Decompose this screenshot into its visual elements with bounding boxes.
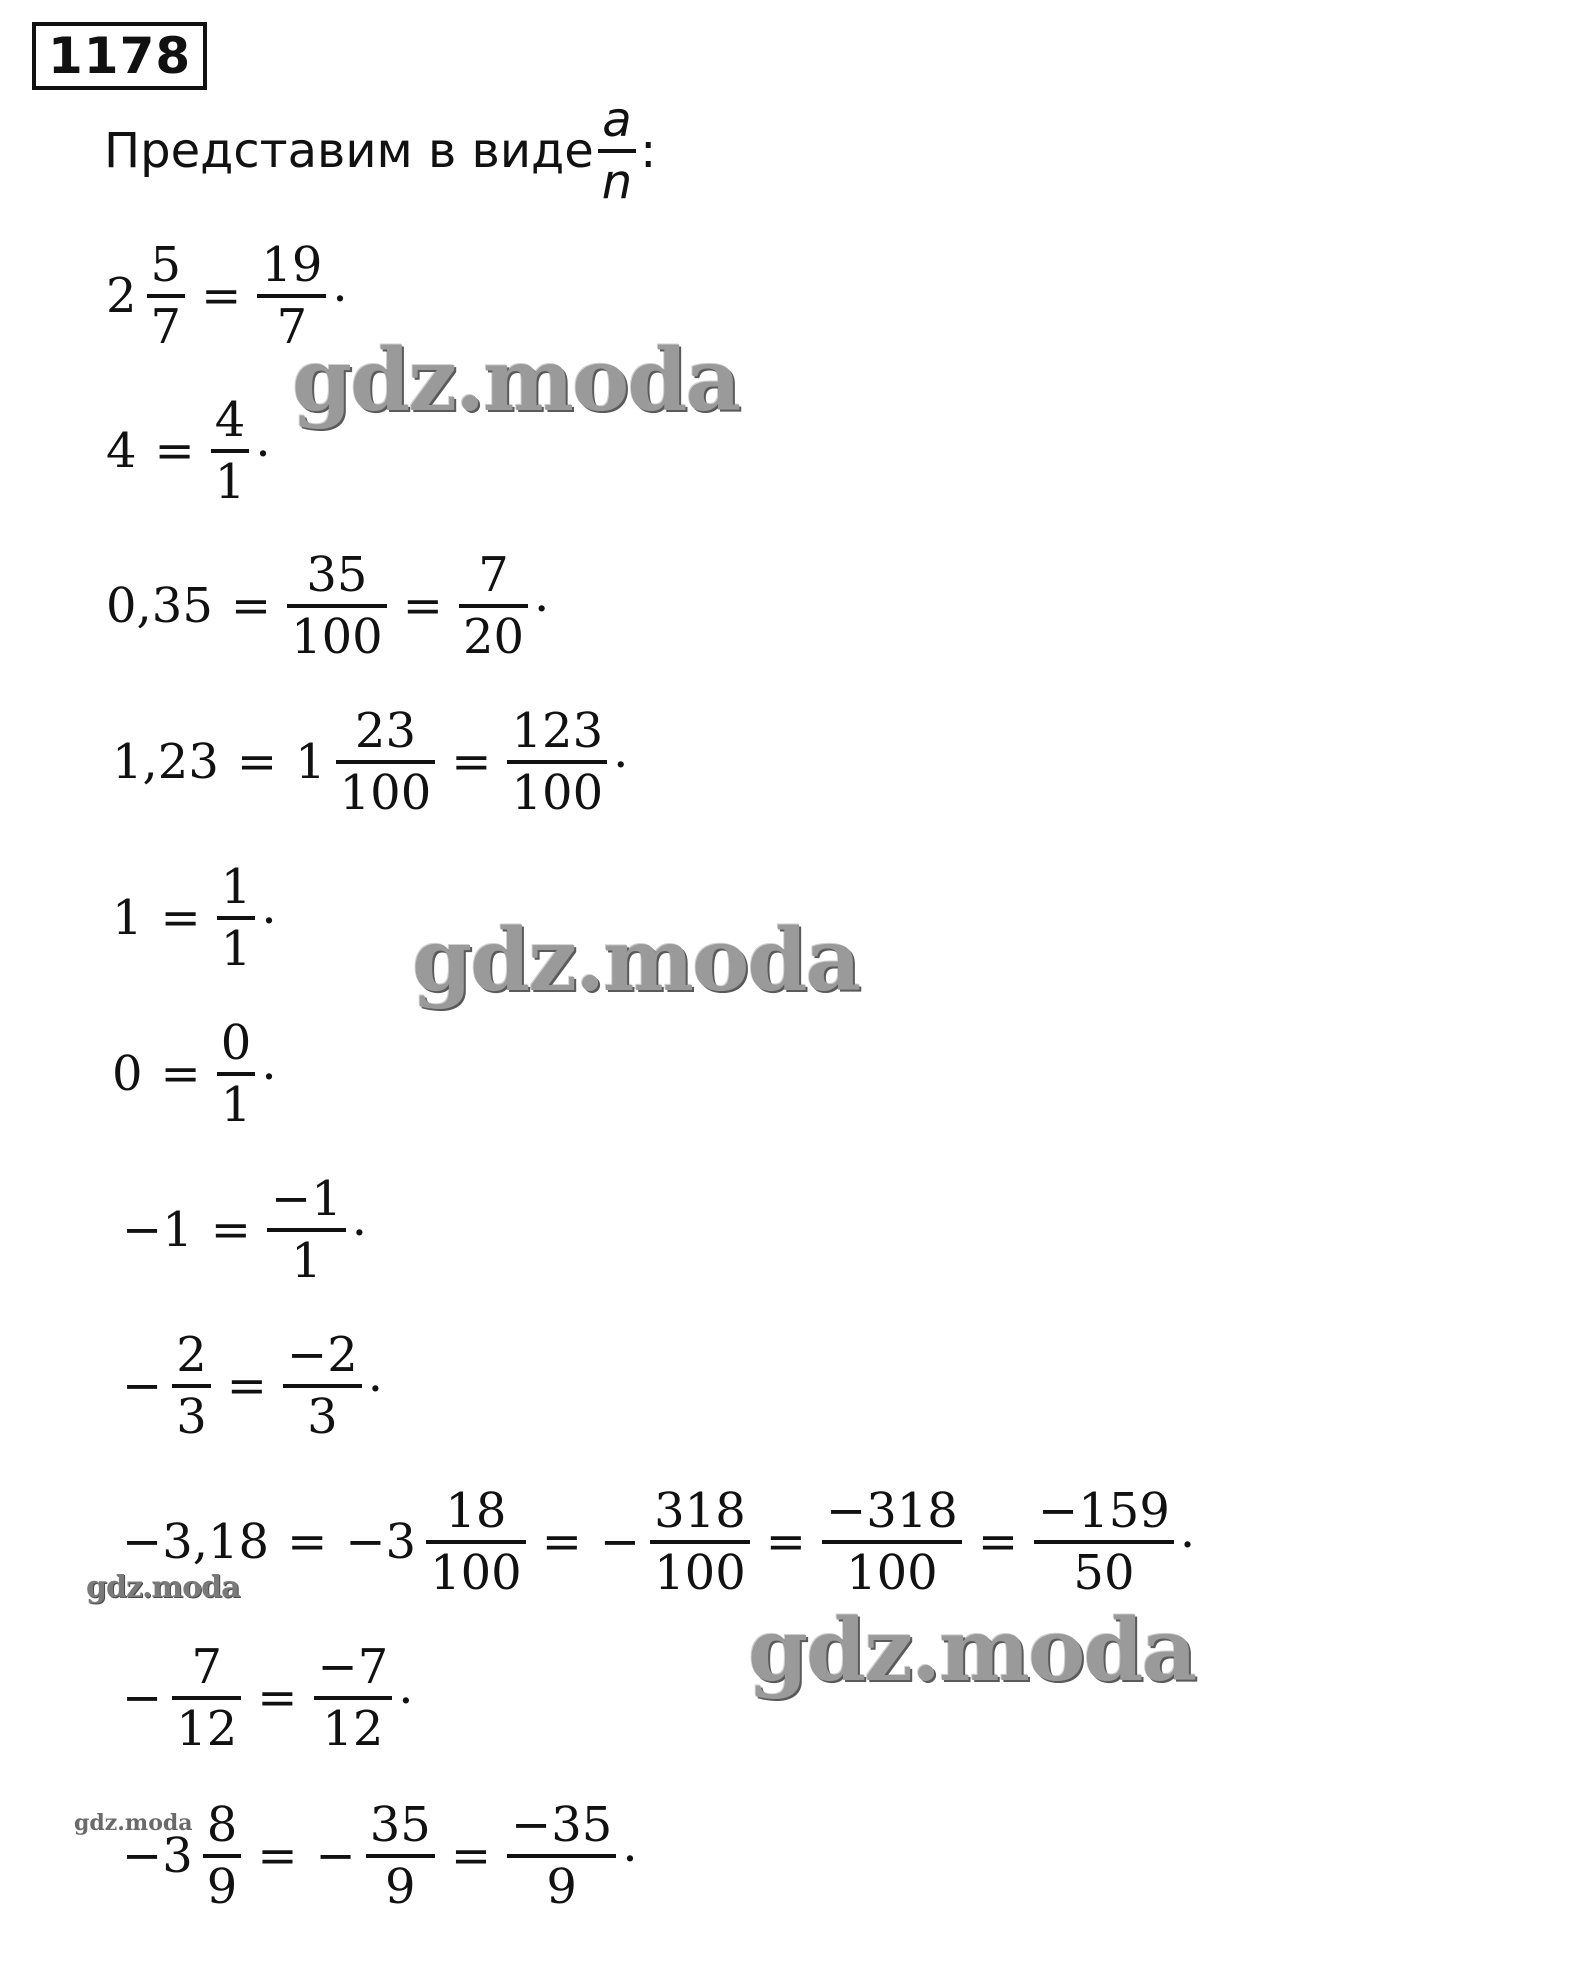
fraction-denominator: 100 [511,765,604,822]
fraction-bar [822,1540,962,1544]
fraction-numerator: −7 [317,1639,389,1695]
math-term: −3,18 [122,1514,270,1571]
fraction-denominator: 1 [220,921,252,978]
equals-sign: = [257,1670,298,1727]
period: . [1179,1502,1196,1559]
fraction-numerator: 123 [511,703,604,759]
fraction-bar [650,1540,750,1544]
fraction [314,1639,393,1758]
equation-9 [116,1483,1196,1602]
equals-sign: = [450,1828,492,1885]
fraction-bar [172,1696,241,1700]
period: . [534,566,550,623]
fraction-bar [217,1072,256,1076]
fraction [507,703,607,822]
equation-8 [116,1327,384,1446]
fraction-bar [217,916,256,920]
period: . [613,722,629,779]
fraction [267,1171,346,1290]
period: . [622,1816,638,1873]
equals-sign: = [977,1514,1019,1571]
fraction [172,1639,241,1758]
fraction [507,1797,616,1916]
fraction [287,547,387,666]
fraction-bar [257,294,326,298]
intro-line [104,86,656,216]
equals-sign: = [402,578,443,635]
equals-sign: = [541,1514,582,1571]
watermark: gdz.moda [292,330,740,431]
fraction-numerator: −318 [825,1483,958,1539]
fraction-denominator: 100 [291,609,383,666]
fraction-numerator: 7 [191,1639,223,1695]
fraction-denominator: 7 [276,299,308,356]
fraction-numerator: 1 [220,859,252,915]
fraction-denominator: 100 [339,765,432,822]
equals-sign: = [154,423,195,480]
equals-sign: = [226,1358,267,1415]
period: . [261,1034,277,1091]
equals-sign: = [257,1828,298,1885]
fraction [1034,1483,1174,1602]
math-term: 1 [295,734,326,791]
equation-3 [100,547,550,666]
fraction-numerator: 18 [445,1483,507,1539]
fraction-bar [366,1854,435,1858]
period: . [332,256,348,313]
equation-11 [116,1797,638,1916]
fraction-numerator: 318 [654,1483,746,1539]
fraction-bar [459,604,528,608]
math-term: 0 [112,1046,143,1103]
math-term: −3 [122,1828,193,1885]
fraction-bar [1034,1540,1174,1544]
fraction-bar [507,760,607,764]
watermark: gdz.moda [86,1570,240,1605]
fraction-numerator: 35 [369,1797,431,1853]
intro-text: Представим в виде [104,123,594,179]
fraction-numerator: 4 [214,392,246,448]
fraction-denominator: 1 [291,1233,322,1290]
equation-5 [106,859,277,978]
math-term: −3 [345,1514,417,1571]
math-term: − [122,1670,163,1727]
fraction-numerator: 5 [150,237,182,293]
equals-sign: = [451,734,492,791]
fraction-numerator: −1 [270,1171,342,1227]
fraction [217,1015,256,1134]
fraction-denominator: 100 [654,1545,746,1602]
watermark: gdz.moda [412,910,860,1011]
intro-fraction [598,91,636,210]
fraction-denominator: 3 [176,1389,207,1446]
fraction-numerator: −159 [1038,1483,1170,1539]
math-term: − [122,1358,163,1415]
fraction [336,703,436,822]
math-term: − [315,1828,356,1885]
fraction-denominator: 9 [385,1859,416,1916]
fraction [283,1327,362,1446]
fraction-bar [426,1540,526,1544]
period: . [398,1658,414,1715]
fraction-denominator: 1 [214,454,246,511]
fraction [203,1797,242,1916]
fraction [211,392,250,511]
fraction-numerator: 7 [478,547,509,603]
intro-fraction-numerator: a [602,91,632,148]
period: . [255,411,271,468]
period: . [261,878,277,935]
equation-2 [100,392,271,511]
intro-colon: : [640,123,657,179]
fraction [426,1483,526,1602]
fraction-bar [203,1854,242,1858]
equals-sign: = [765,1514,806,1571]
period: . [351,1190,368,1247]
math-term: 1 [112,890,143,947]
equation-10 [116,1639,414,1758]
intro-fraction-denominator: n [601,154,633,210]
fraction-bar [598,149,636,153]
equals-sign: = [230,578,272,635]
fraction-denominator: 100 [430,1545,522,1602]
math-term: −1 [122,1202,193,1259]
fraction-denominator: 7 [150,299,182,356]
fraction-denominator: 9 [206,1859,238,1916]
math-term: 2 [106,268,137,325]
fraction [650,1483,750,1602]
fraction-denominator: 50 [1073,1545,1135,1602]
fraction-denominator: 1 [220,1077,252,1134]
fraction-bar [314,1696,393,1700]
problem-number: 1178 [32,22,207,90]
fraction [366,1797,435,1916]
equals-sign: = [210,1202,251,1259]
fraction-denominator: 12 [176,1701,238,1758]
fraction-bar [267,1228,346,1232]
watermark: gdz.moda [74,1810,193,1836]
fraction-denominator: 20 [462,609,525,666]
fraction-bar [172,1384,211,1388]
fraction [147,237,186,356]
fraction-denominator: 9 [546,1859,577,1916]
fraction-numerator: 35 [306,547,368,603]
fraction [459,547,528,666]
period: . [367,1346,384,1403]
fraction-denominator: 12 [322,1701,384,1758]
fraction-bar [336,760,436,764]
equals-sign: = [160,890,201,947]
fraction-denominator: 3 [307,1389,338,1446]
fraction-numerator: −2 [286,1327,358,1383]
equals-sign: = [160,1046,201,1103]
fraction-numerator: 2 [176,1327,207,1383]
equation-4 [106,703,629,822]
fraction-bar [283,1384,362,1388]
fraction-numerator: 19 [261,237,323,293]
math-term: − [599,1514,641,1571]
fraction-denominator: 100 [846,1545,938,1602]
equals-sign: = [201,268,242,325]
fraction-bar [211,449,250,453]
equals-sign: = [236,734,278,791]
math-term: 1,23 [112,734,219,791]
fraction [217,859,256,978]
math-term: 0,35 [106,578,213,635]
fraction [822,1483,962,1602]
watermark: gdz.moda [748,1600,1196,1701]
fraction-numerator: −35 [511,1797,613,1853]
fraction-numerator: 23 [354,703,416,759]
equation-6 [106,1015,277,1134]
equation-7 [116,1171,368,1290]
fraction [172,1327,211,1446]
fraction-bar [147,294,186,298]
fraction-bar [287,604,387,608]
fraction-bar [507,1854,616,1858]
math-term: 4 [106,423,137,480]
fraction-numerator: 0 [220,1015,252,1071]
equals-sign: = [287,1514,328,1571]
fraction-numerator: 8 [206,1797,238,1853]
